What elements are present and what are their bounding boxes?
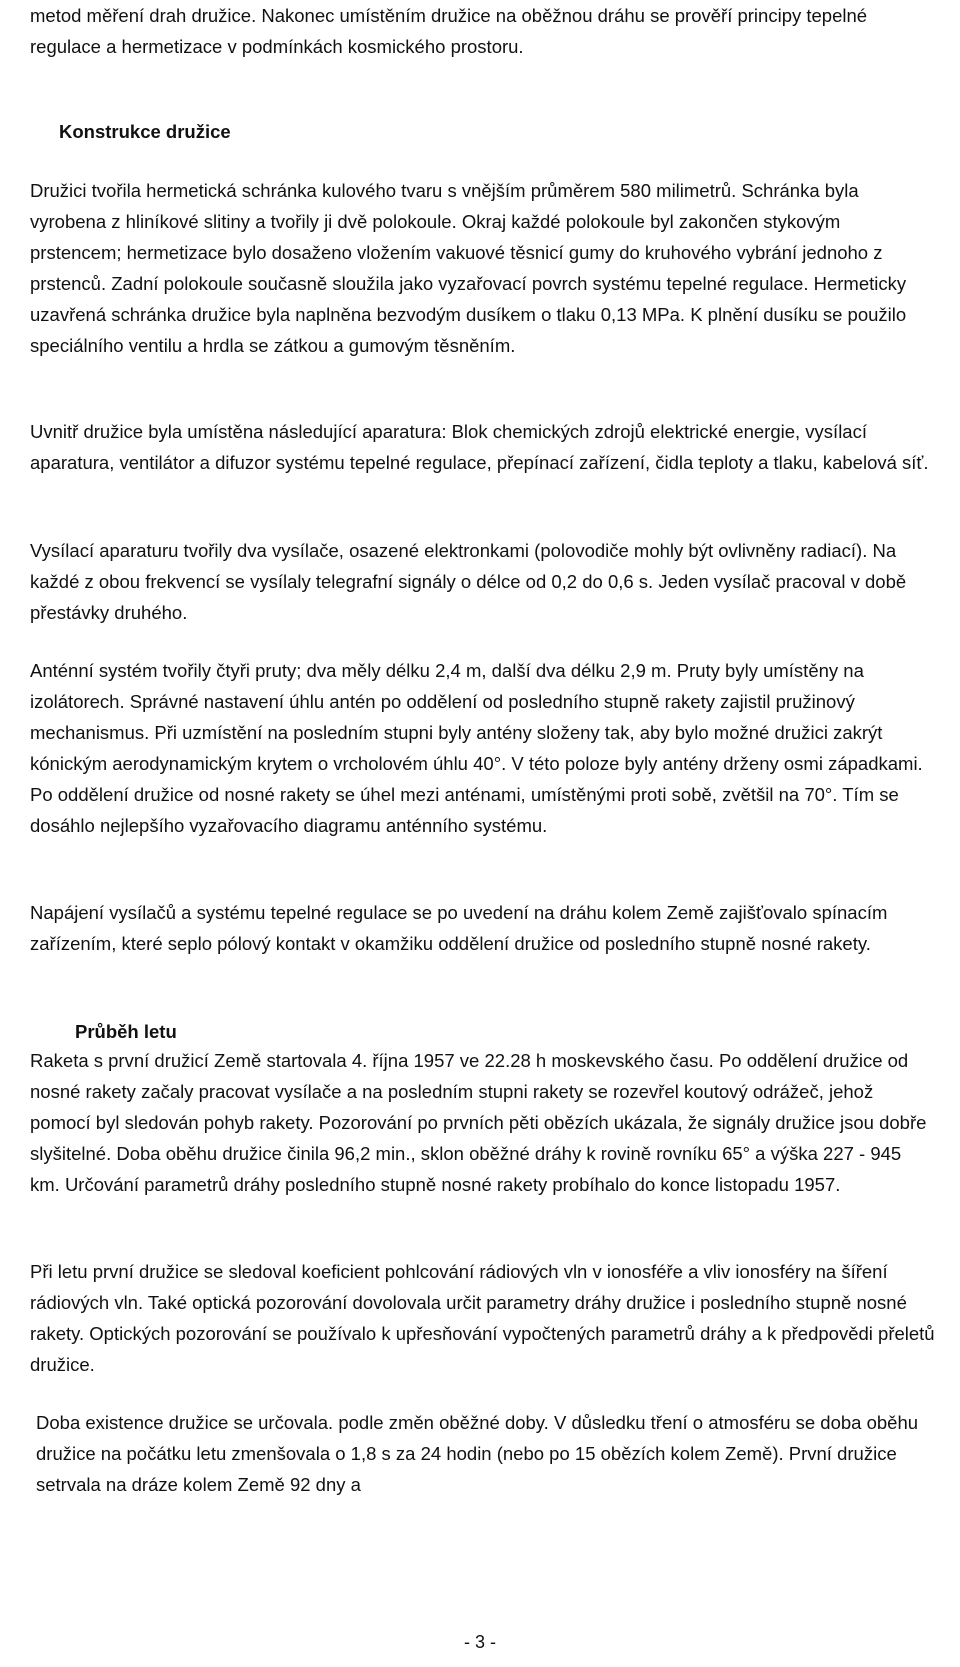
paragraph-konstrukce-1: Družici tvořila hermetická schránka kulového tvaru s vnějším průměrem 580 milimetrů. Schránka byla vyrobena z hliníkové slitiny a tvořily ji dvě polokoule. Okraj každé polokoule byl zakončen stykovým prstencem; hermetizace bylo dosaženo vložením vakuové těsnicí gumy do kruhového vybrání jednoho z prstenců. Zadní polokoule současně sloužila jako vyzařovací povrch systému tepelné regulace. Hermeticky uzavřená schránka družice byla naplněna bezvodým dusíkem o tlaku 0,13 MPa. K plnění dusíku se použilo speciálního ventilu a hrdla se zátkou a gumovým těsněním. (30, 180, 907, 356)
paragraph-prubeh-3: Doba existence družice se určovala. podle změn oběžné doby. V důsledku tření o atmosféru se doba oběhu družice na počátku letu zmenšovala o 1,8 s za 24 hodin (nebo po 15 obězích kolem Země). První družice setrvala na dráze kolem Země 92 dny a (36, 1412, 919, 1495)
section-heading-prubeh: Průběh letu (75, 1021, 177, 1042)
paragraph-konstrukce-2: Uvnitř družice byla umístěna následující aparatura: Blok chemických zdrojů elektrické energie, vysílací aparatura, ventilátor a difuzor systému tepelné regulace, přepínací zařízení, čidla teploty a tlaku, kabelová síť. (30, 421, 929, 473)
paragraph-konstrukce-3: Vysílací aparaturu tvořily dva vysílače, osazené elektronkami (polovodiče mohly být ovlivněny radiací). Na každé z obou frekvencí se vysílaly telegrafní signály o délce od 0,2 do 0,6 s. Jeden vysílač pracoval v době přestávky druhého. (30, 540, 907, 623)
paragraph-konstrukce-5: Napájení vysílačů a systému tepelné regulace se po uvedení na dráhu kolem Země zajišťovalo spínacím zařízením, které seplo pólový kontakt v okamžiku oddělení družice od posledního stupně nosné rakety. (30, 902, 888, 954)
paragraph-konstrukce-4: Anténní systém tvořily čtyři pruty; dva měly délku 2,4 m, další dva délku 2,9 m. Pruty byly umístěny na izolátorech. Správné nastavení úhlu antén po oddělení od posledního stupně rakety zajistil pružinový mechanismus. Při uzmístění na posledním stupni byly antény složeny tak, aby bylo možné družici zakrýt kónickým aerodynamickým krytem o vrcholovém úhlu 40°. V této poloze byly antény drženy osmi západkami. Po oddělení družice od nosné rakety se úhel mezi anténami, umístěnými proti sobě, zvětšil na 70°. Tím se dosáhlo nejlepšího vyzařovacího diagramu anténního systému. (30, 660, 923, 836)
section-heading-konstrukce: Konstrukce družice (59, 121, 231, 142)
page-number: - 3 - (463, 1632, 496, 1652)
intro-paragraph: metod měření drah družice. Nakonec umístěním družice na oběžnou dráhu se prověří principy tepelné regulace a hermetizace v podmínkách kosmického prostoru. (30, 5, 868, 57)
paragraph-prubeh-2: Při letu první družice se sledoval koeficient pohlcování rádiových vln v ionosféře a vliv ionosféry na šíření rádiových vln. Také optická pozorování dovolovala určit parametry dráhy družice i posledního stupně nosné rakety. Optických pozorování se používalo k upřesňování vypočtených parametrů dráhy a k předpovědi přeletů družice. (30, 1261, 935, 1375)
paragraph-prubeh-1: Raketa s první družicí Země startovala 4. října 1957 ve 22.28 h moskevského času. Po oddělení družice od nosné rakety začaly pracovat vysílače a na posledním stupni rakety se rozevřel koutový odrážeč, jehož pomocí byl sledován pohyb rakety. Pozorování po prvních pěti obězích ukázala, že signály družice jsou dobře slyšitelné. Doba oběhu družice činila 96,2 min., sklon oběžné dráhy k rovině rovníku 65° a výška 227 - 945 km. Určování parametrů dráhy posledního stupně nosné rakety probíhalo do konce listopadu 1957. (30, 1050, 927, 1195)
